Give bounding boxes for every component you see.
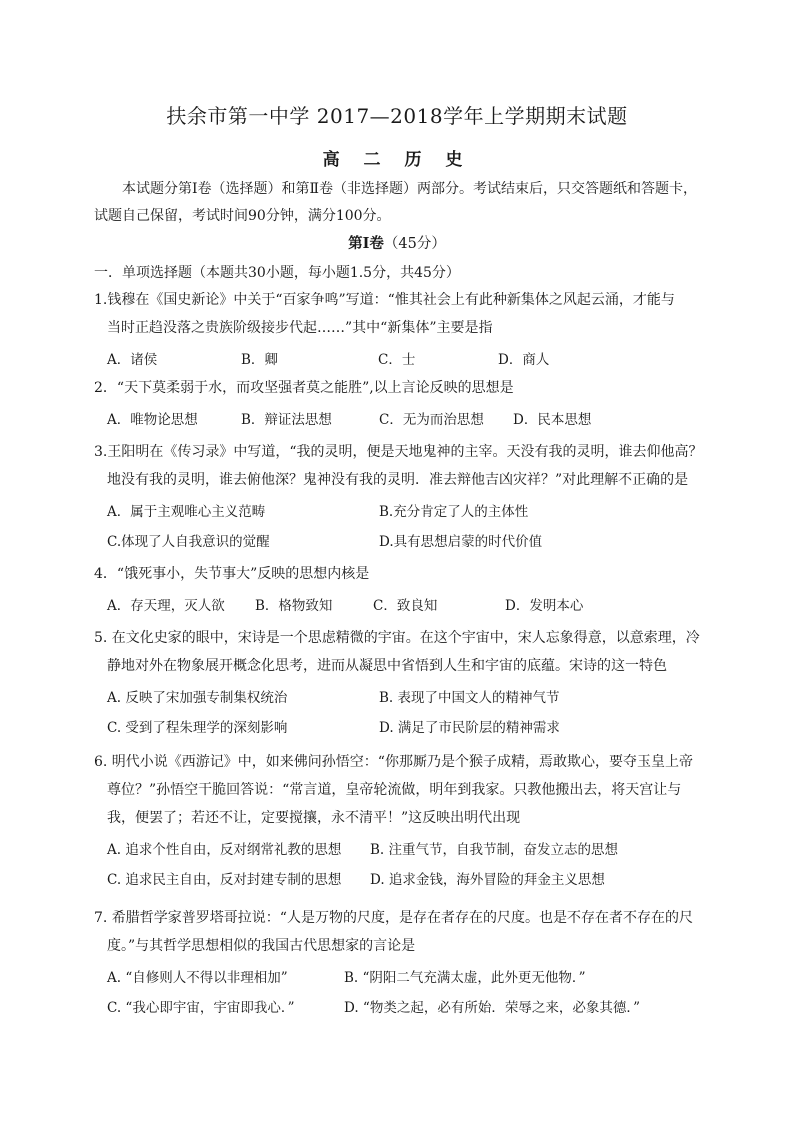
option-c[interactable]: C．致良知 — [373, 598, 438, 614]
option-a[interactable]: A．诸侯 — [107, 352, 158, 368]
question-stem: 6. 明代小说《西游记》中，如来佛问孙悟空：“你那厮乃是个猴子成精，焉敢欺心，要夺玉皇上帝 — [94, 754, 693, 770]
question-6 — [94, 748, 714, 892]
option-b[interactable]: B. “阴阳二气充满太虚，此外更无他物．” — [344, 970, 586, 986]
options — [94, 680, 714, 710]
question-stem: 3.王阳明在《传习录》中写道，“我的灵明，便是天地鬼神的主宰。天没有我的灵明，谁去仰他高？ — [94, 444, 703, 460]
question-1 — [94, 286, 714, 372]
options — [94, 402, 714, 432]
options — [94, 524, 714, 554]
option-a[interactable]: A. “自修则人不得以非理相加” — [107, 970, 288, 986]
question-4 — [94, 560, 714, 618]
option-b[interactable]: B. 注重气节，自我节制，奋发立志的思想 — [370, 842, 619, 858]
option-d[interactable]: D. 追求金钱，海外冒险的拜金主义思想 — [370, 872, 605, 888]
question-2 — [94, 374, 714, 432]
options — [94, 588, 714, 618]
option-a[interactable]: A．唯物论思想 — [107, 412, 198, 428]
option-a[interactable]: A. 反映了宋加强专制集权统治 — [107, 690, 288, 706]
question-stem: 静地对外在物象展开概念化思考，进而从凝思中省悟到人生和宇宙的底蕴。宋诗的这一特色 — [107, 658, 667, 674]
options — [94, 990, 714, 1020]
option-b[interactable]: B.充分肯定了人的主体性 — [379, 504, 529, 520]
option-b[interactable]: B．卿 — [241, 352, 278, 368]
option-d[interactable]: D. “物类之起，必有所始．荣辱之来，必象其德．” — [344, 1000, 640, 1016]
options — [94, 494, 714, 524]
question-stem: 当时正趋没落之贵族阶级接步代起……”其中“新集体”主要是指 — [107, 320, 493, 336]
question-stem: 1.钱穆在《国史新论》中关于“百家争鸣”写道：“惟其社会上有此种新集体之风起云涌，才能与 — [94, 292, 675, 308]
option-a[interactable]: A. 追求个性自由，反对纲常礼教的思想 — [107, 842, 342, 858]
option-c[interactable]: C．士 — [378, 352, 416, 368]
option-c[interactable]: C．无为而治思想 — [379, 412, 484, 428]
option-a[interactable]: A．存天理，灭人欲 — [107, 598, 225, 614]
options — [94, 960, 714, 990]
options — [94, 710, 714, 740]
question-7 — [94, 904, 714, 1020]
option-b[interactable]: B. 表现了中国文人的精神气节 — [379, 690, 560, 706]
part-one-heading — [0, 232, 794, 253]
part-one-label: 第Ⅰ卷 — [348, 235, 384, 252]
option-c[interactable]: C. 追求民主自由，反对封建专制的思想 — [107, 872, 342, 888]
option-c[interactable]: C. “我心即宇宙，宇宙即我心．” — [107, 1000, 295, 1016]
options — [94, 862, 714, 892]
question-stem: 度。”与其哲学思想相似的我国古代思想家的言论是 — [107, 938, 416, 954]
question-stem: 2．“天下莫柔弱于水，而攻坚强者莫之能胜”,以上言论反映的思想是 — [94, 380, 514, 396]
option-d[interactable]: D. 满足了市民阶层的精神需求 — [379, 720, 560, 736]
option-b[interactable]: B．辩证法思想 — [241, 412, 332, 428]
option-d[interactable]: D．民本思想 — [513, 412, 592, 428]
option-d[interactable]: D．商人 — [498, 352, 550, 368]
instructions-line-1: 本试题分第Ⅰ卷（选择题）和第Ⅱ卷（非选择题）两部分。考试结束后，只交答题纸和答题卡， — [122, 181, 698, 197]
question-3 — [94, 438, 714, 554]
option-d[interactable]: D.具有思想启蒙的时代价值 — [379, 534, 543, 550]
exam-title: 扶余市第一中学 2017—2018学年上学期期末试题 — [166, 104, 628, 128]
question-stem: 5. 在文化史家的眼中，宋诗是一个思虑精微的宇宙。在这个宇宙中，宋人忘象得意，以意索理，冷 — [94, 630, 700, 646]
question-stem: 地没有我的灵明，谁去俯他深？鬼神没有我的灵明．准去辩他吉凶灾祥？”对此理解不正确的是 — [107, 472, 689, 488]
options — [94, 342, 714, 372]
option-a[interactable]: A．属于主观唯心主义范畴 — [107, 504, 266, 520]
question-stem: 4．“饿死事小，失节事大”反映的思想内核是 — [94, 566, 370, 582]
part-one-score: （45分） — [383, 236, 446, 252]
instructions-line-2: 试题自己保留，考试时间90分钟，满分100分。 — [94, 208, 391, 224]
question-5 — [94, 624, 714, 740]
question-stem: 7. 希腊哲学家普罗塔哥拉说：“人是万物的尺度，是存在者存在的尺度。也是不存在者不存在的尺 — [94, 910, 693, 926]
option-c[interactable]: C.体现了人自我意识的觉醒 — [107, 534, 270, 550]
option-b[interactable]: B．格物致知 — [255, 598, 333, 614]
question-stem: 尊位？”孙悟空干脆回答说：“常言道，皇帝轮流做，明年到我家。只教他搬出去，将天宫让与 — [107, 782, 682, 798]
exam-instructions — [94, 176, 714, 230]
option-c[interactable]: C. 受到了程朱理学的深刻影响 — [107, 720, 288, 736]
question-stem: 我，便罢了；若还不让，定要搅攘，永不清平！”这反映出明代出现 — [107, 810, 521, 826]
exam-subject: 高 二 历 史 — [322, 150, 472, 170]
options — [94, 832, 714, 862]
option-d[interactable]: D．发明本心 — [505, 598, 584, 614]
section-one-heading: 一．单项选择题（本题共30小题，每小题1.5分，共45分） — [94, 265, 460, 281]
